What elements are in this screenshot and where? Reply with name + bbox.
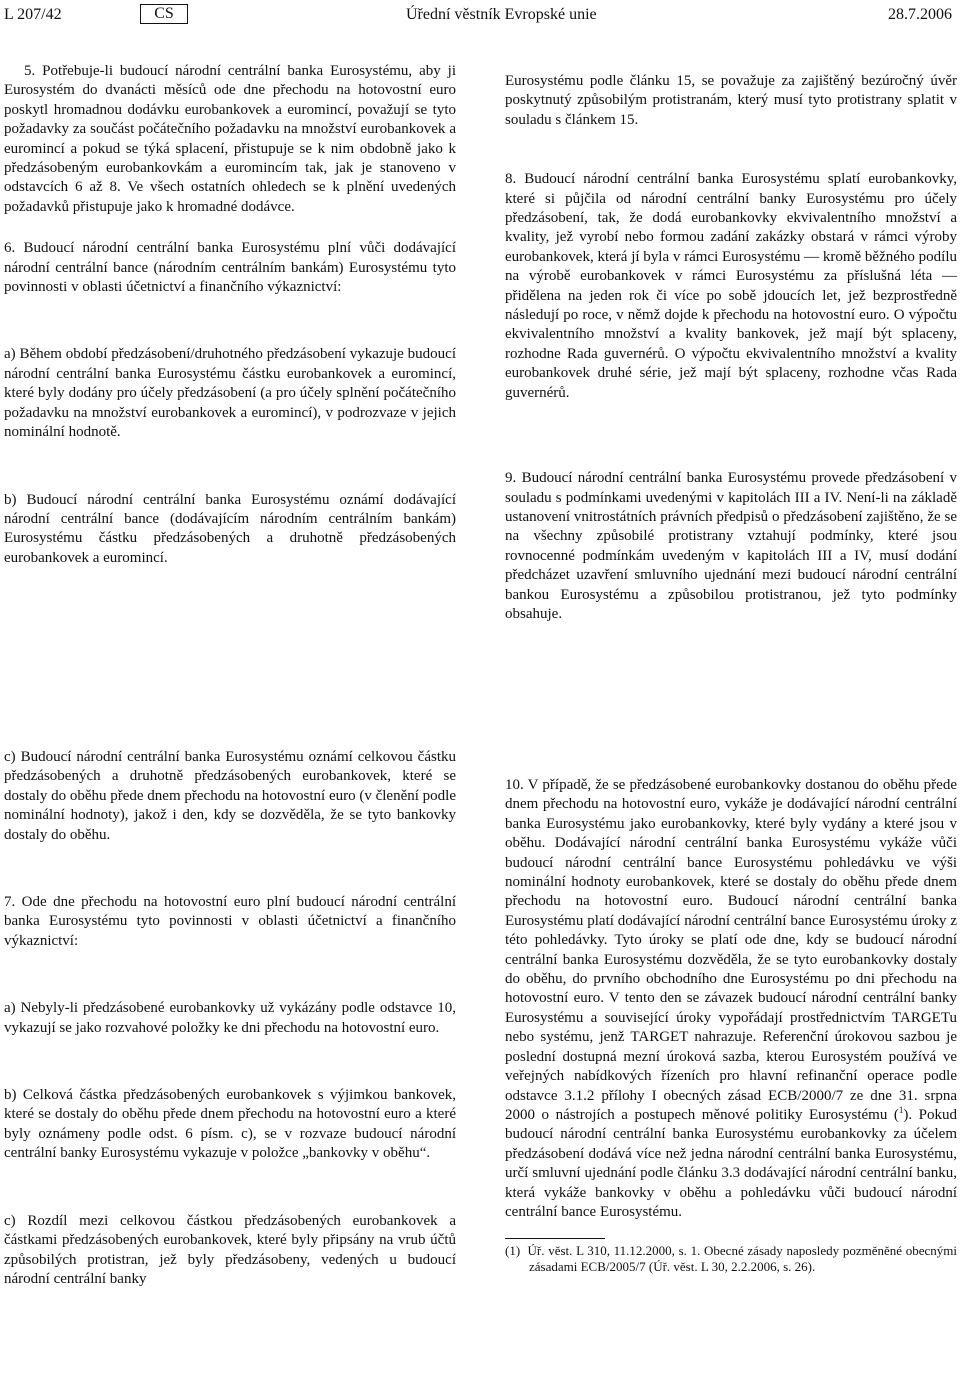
left-column-bottom [4,748,456,1289]
issue-date: 28.7.2006 [888,6,952,23]
language-box: CS [140,4,188,24]
left-column-top [4,62,456,568]
paragraph-7: 7. Ode dne přechodu na hotovostní euro plní budoucí národní centrální banka Eurosystému tyto povinnosti v oblasti účetnictví a finančního výkaznictví: [4,894,456,949]
right-column-bottom [505,776,957,1275]
item-7c: c) Rozdíl mezi celkovou částkou předzásobených eurobankovek a částkami předzásobených eurobankovek, které byly připsány na vrub účtů způsobilých protistran, jež byly předzásobeny, vedených u budoucí národní centrální banky [4,1212,456,1287]
footnote [505,1243,957,1275]
footnote-text: Úř. věst. L 310, 11.12.2000, s. 1. Obecné zásady naposledy pozměněné obecnými zásadami ECB/2005/7 (Úř. věst. L 30, 2.2.2006, s. 26). [527,1243,957,1275]
issue-number: L 207/42 [4,6,62,23]
paragraph-10 [505,776,957,1222]
right-column-top [505,62,957,624]
journal-title: Úřední věstník Evropské unie [406,6,597,23]
paragraph-10-text-a: 10. V případě, že se předzásobené eurobankovky dostanou do oběhu přede dnem přechodu na hotovostní euro, vykáže je dodávající národní centrální banka Eurosystému jako eurobankovky, které byly vydány a které jsou v oběhu. Dodávající národní centrální banka Eurosystému vykáže vůči budoucí národní centrální bance Eurosystému pohledávku ve výši nominální hodnoty eurobankovek, které se dostaly do oběhu přede dnem přechodu na hotovostní euro. Budoucí národní centrální banka Eurosystému platí dodávající národní centrální bance Eurosystému úroky z této pohledávky. Tyto úroky se platí ode dne, kdy se budoucí národní centrální banka Eurosystému dozvěděla, že se tyto eurobankovky dostaly do oběhu, do prvního obchodního dne Eurosystému po dni přechodu na hotovostní euro. V tento den se závazek budoucí národní centrální banky Eurosystému a související úroky vypořádají prostřednictvím TARGETu nebo systému, jenž TARGET nahrazuje. Referenční úrokovou sazbou je poslední dostupná mezní úroková sazba, kterou Eurosystém používá ve veřejných nabídkových řízeních pro hlavní refinanční operace podle odstavce 3.1.2 přílohy I obecných zásad ECB/2000/7 ze dne 31. srpna 2000 o nástrojích a postupech měnové politiky Eurosystému ( [505,777,957,1123]
journal-header [4,4,952,26]
item-7b: b) Celková částka předzásobených eurobankovek s výjimkou bankovek, které se dostaly do oběhu přede dnem přechodu na hotovostní euro a které byly oznámeny podle odst. 6 písm. c), se v rozvaze budoucí národní centrální banky Eurosystému vykazuje v položce „bankovky v oběhu“. [4,1087,456,1162]
item-6a: a) Během období předzásobení/druhotného předzásobení vykazuje budoucí národní centrální banka Eurosystému částku eurobankovek a euromincí, které byly dodány pro účely předzásobení (a pro účely splnění počátečního požadavku na množství eurobankovek a euromincí), v podrozvaze v jejich nominální hodnotě. [4,346,456,441]
footnote-divider [505,1238,605,1239]
paragraph-8: 8. Budoucí národní centrální banka Eurosystému splatí eurobankovky, které si půjčila od národní centrální banky Eurosystému pro účely předzásobení, tak, že dodá eurobankovky ekvivalentního množství a kvality, jež vyrobí nebo formou zadání zakázky obstará v rámci výroby eurobankovek, která jí byla v rámci Eurosystému — kromě běžného podílu na výrobě eurobankovek v rámci Eurosystému za příslušná léta — přidělena na jeden rok či více po sobě jdoucích let, jež bezprostředně následují po roce, v němž dojde k přechodu na hotovostní euro. O výpočtu ekvivalentního množství a kvality bankovek, jež mají být splaceny, rozhodne Rada guvernérů. O výpočtu ekvivalentního množství a kvality eurobankovek druhé série, jež mají být splaceny, rozhodne včas Rada guvernérů. [505,171,957,401]
paragraph-6: 6. Budoucí národní centrální banka Eurosystému plní vůči dodávající národní centrální bance (národním centrálním bankám) Eurosystému tyto povinnosti v oblasti účetnictví a finančního výkaznictví: [4,240,456,296]
paragraph-10-text-b: ). Pokud budoucí národní centrální banka Eurosystému eurobankovky za účelem předzásobení dodává více než jedna národní centrální banka Eurosystému, určí smluvní ujednání podle článku 3.3 dodávající národní centrální banku, která vykáže bankovky v oběhu a pohledávku vůči budoucí národní centrální bance Eurosystému. [505,1106,957,1220]
item-7a: a) Nebyly-li předzásobené eurobankovky už vykázány podle odstavce 10, vykazují se jako rozvahové položky ke dni přechodu na hotovostní euro. [4,1000,456,1036]
item-6c: c) Budoucí národní centrální banka Eurosystému oznámí celkovou částku předzásobených a druhotně předzásobených eurobankovek, které se dostaly do oběhu přede dnem přechodu na hotovostní euro (v členění podle nominální hodnoty), jakož i den, kdy se dozvěděla, že se tyto bankovky dostaly do oběhu. [4,749,456,843]
paragraph-7-end: Eurosystému podle článku 15, se považuje za zajištěný bezúročný úvěr poskytnutý způsobilým protistranám, který musí tyto protistrany splatit v souladu s článkem 15. [505,73,957,128]
paragraph-5: 5. Potřebuje-li budoucí národní centrální banka Eurosystému, aby ji Eurosystém do dvanácti měsíců ode dne přechodu na hotovostní euro poskytl hromadnou dodávku eurobankovek a euromincí, považují se tyto požadavky za součást počátečního požadavku na množství eurobankovek a euromincí a pokud se týká splacení, přistupuje se k nim obdobně jako k předzásobeným eurobankovkám a euromincím tak, jak je stanoveno v odstavcích 6 až 8. Ve všech ostatních ohledech se k plnění uvedených požadavků přistupuje jako k hromadné dodávce. [4,63,456,215]
footnote-reference[interactable]: 1 [898,1104,904,1115]
paragraph-9: 9. Budoucí národní centrální banka Eurosystému provede předzásobení v souladu s podmínkami uvedenými v kapitolách III a IV. Není-li na základě ustanovení vnitrostátních právních předpisů o předzásobení zajištěno, že se na všechny způsobilé protistrany vztahují podmínky, které jsou rovnocenné podmínkám uvedeným v kapitolách III a IV, musí dodání předcházet uzavření smluvního ujednání mezi budoucí národní centrální bankou Eurosystému a způsobilou protistranou, jež tyto podmínky obsahuje. [505,470,957,622]
footnote-mark: (1) [505,1243,521,1259]
item-6b: b) Budoucí národní centrální banka Eurosystému oznámí dodávající národní centrální bance (dodávajícím národním centrálním bankám) Eurosystému částku předzásobených a druhotně předzásobených eurobankovek a euromincí. [4,491,456,566]
